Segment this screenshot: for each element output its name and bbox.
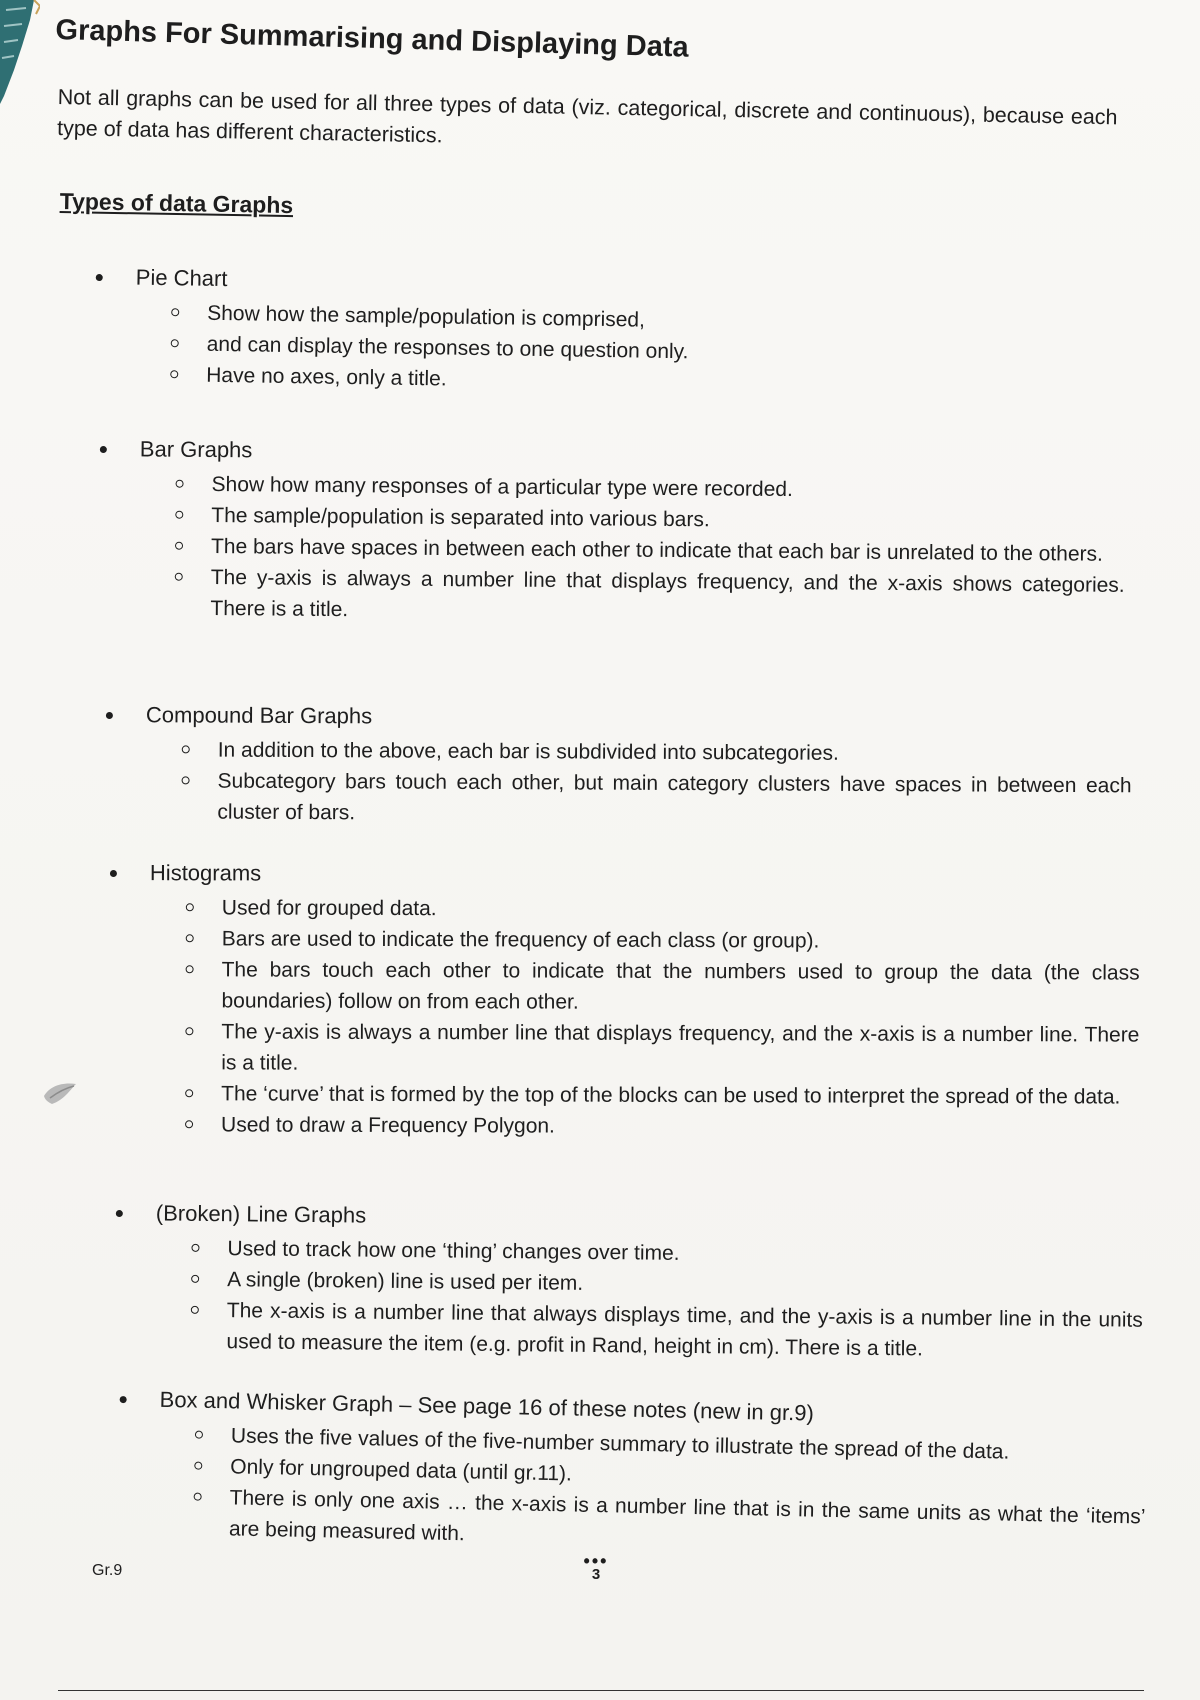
topic-heading [110,858,1140,892]
circle-bullet-icon [194,1462,202,1470]
list-item [182,734,1132,770]
topic-heading-text: Compound Bar Graphs [145,702,373,729]
circle-bullet-icon [170,370,178,378]
footer-grade: Gr.9 [92,1562,123,1579]
circle-bullet-icon [182,776,190,784]
list-item-text: There is only one axis … the x-axis is a number line that is in the same units as what the ‘items’ are being measured with. [228,1486,1146,1546]
sub-list [98,468,1125,632]
circle-bullet-icon [175,511,183,519]
circle-bullet-icon [186,965,194,973]
circle-bullet-icon [176,480,184,488]
topic-heading [100,434,1126,473]
footer-page-number [576,1551,616,1583]
list-item [185,1016,1139,1081]
circle-bullet-icon [182,745,190,753]
bullet-icon [120,1396,127,1403]
topic-heading-text: Pie Chart [135,264,228,292]
topic-box-and-whisker [117,1384,1148,1563]
margin-mark-icon [42,1080,80,1106]
list-item-text: Uses the five values of the five-number summary to illustrate the spread of the data. [230,1424,1010,1464]
list-item-text: Used to draw a Frequency Polygon. [221,1113,555,1138]
circle-bullet-icon [191,1306,199,1314]
circle-bullet-icon [186,934,194,942]
list-item-text: Used to track how one ‘thing’ changes over time. [227,1237,680,1265]
circle-bullet-icon [175,573,183,581]
list-item-text: The sample/population is separated into various bars. [211,503,710,532]
list-item-text: Show how the sample/population is comprised, [207,301,646,332]
list-item-text: and can display the responses to one question only. [206,332,689,364]
circle-bullet-icon [175,542,183,550]
list-item-text: The bars have spaces in between each other to indicate that each bar is unrelated to the others. [210,534,1103,566]
list-item-text: In addition to the above, each bar is subdivided into subcategories. [217,738,839,765]
sub-list [114,1232,1143,1367]
circle-bullet-icon [195,1431,203,1439]
sub-list [94,296,1095,405]
list-item [186,923,1140,957]
topic-bar-graphs [98,434,1126,632]
circle-bullet-icon [171,308,179,316]
circle-bullet-icon [191,1244,199,1252]
list-item-text: A single (broken) line is used per item. [227,1268,584,1295]
sub-list [109,892,1140,1144]
list-item-text: The bars touch each other to indicate that the numbers used to group the data (the class boundaries) follow on from each other. [221,958,1140,1014]
bullet-icon [100,446,107,453]
topic-line-graphs [114,1198,1144,1367]
circle-bullet-icon [185,1120,193,1128]
topic-heading-text: (Broken) Line Graphs [155,1200,367,1228]
list-item-text: Bars are used to indicate the frequency of each class (or group). [221,927,820,953]
circle-bullet-icon [185,1027,193,1035]
page-dots-icon: ••• [583,1551,609,1571]
topic-pie-chart [94,262,1096,405]
list-item [190,1295,1143,1367]
topic-histograms [109,858,1140,1144]
topic-heading-text: Bar Graphs [139,436,253,463]
list-item-text: Have no axes, only a title. [206,363,447,391]
section-heading: Types of data Graphs [59,188,294,219]
circle-bullet-icon [186,903,194,911]
list-item-text: Show how many responses of a particular type were recorded. [211,472,793,502]
list-item [181,765,1131,832]
list-item-text: The x-axis is a number line that always displays time, and the y-axis is a number line in the units used to measure the item (e.g. profit in Rand, height in cm). There is a title. [226,1299,1143,1361]
list-item-text: The y-axis is always a number line that displays frequency, and the x-axis is a number line. There is a title. [221,1020,1140,1075]
list-item-text: Subcategory bars touch each other, but main category clusters have spaces in between each cluster of bars. [217,769,1132,825]
circle-bullet-icon [191,1275,199,1283]
topic-compound-bar-graphs [105,700,1132,832]
bullet-icon [96,274,103,281]
topic-heading-text: Histograms [149,860,262,886]
sub-list [105,734,1131,832]
topic-heading [106,700,1132,735]
list-item-text: Only for ungrouped data (until gr.11). [230,1455,573,1486]
page-title: Graphs For Summarising and Displaying Data [55,14,690,64]
bullet-icon [110,870,117,877]
list-item [186,892,1140,926]
bullet-icon [116,1210,123,1217]
list-item [174,562,1125,632]
bottom-divider [58,1690,1144,1691]
circle-bullet-icon [194,1493,202,1501]
page-number-text: 3 [591,1566,601,1583]
topic-heading-text: Box and Whisker Graph – See page 16 of these notes (new in gr.9) [159,1386,815,1426]
bullet-icon [106,712,113,719]
list-item [185,1109,1139,1143]
circle-bullet-icon [171,339,179,347]
list-item-text: The y-axis is always a number line that displays frequency, and the x-axis shows categories. There is a title. [210,565,1125,622]
list-item [185,1078,1139,1112]
list-item-text: The ‘curve’ that is formed by the top of the blocks can be used to interpret the spread of the data. [221,1082,1121,1109]
sub-list [117,1418,1147,1571]
intro-paragraph: Not all graphs can be used for all three types of data (viz. categorical, discrete and continuous), because each type of data has different characteristics. [56,84,1118,148]
list-item-text: Used for grouped data. [221,896,437,921]
list-item [185,954,1139,1019]
corner-decoration-icon [0,0,40,110]
circle-bullet-icon [185,1089,193,1097]
